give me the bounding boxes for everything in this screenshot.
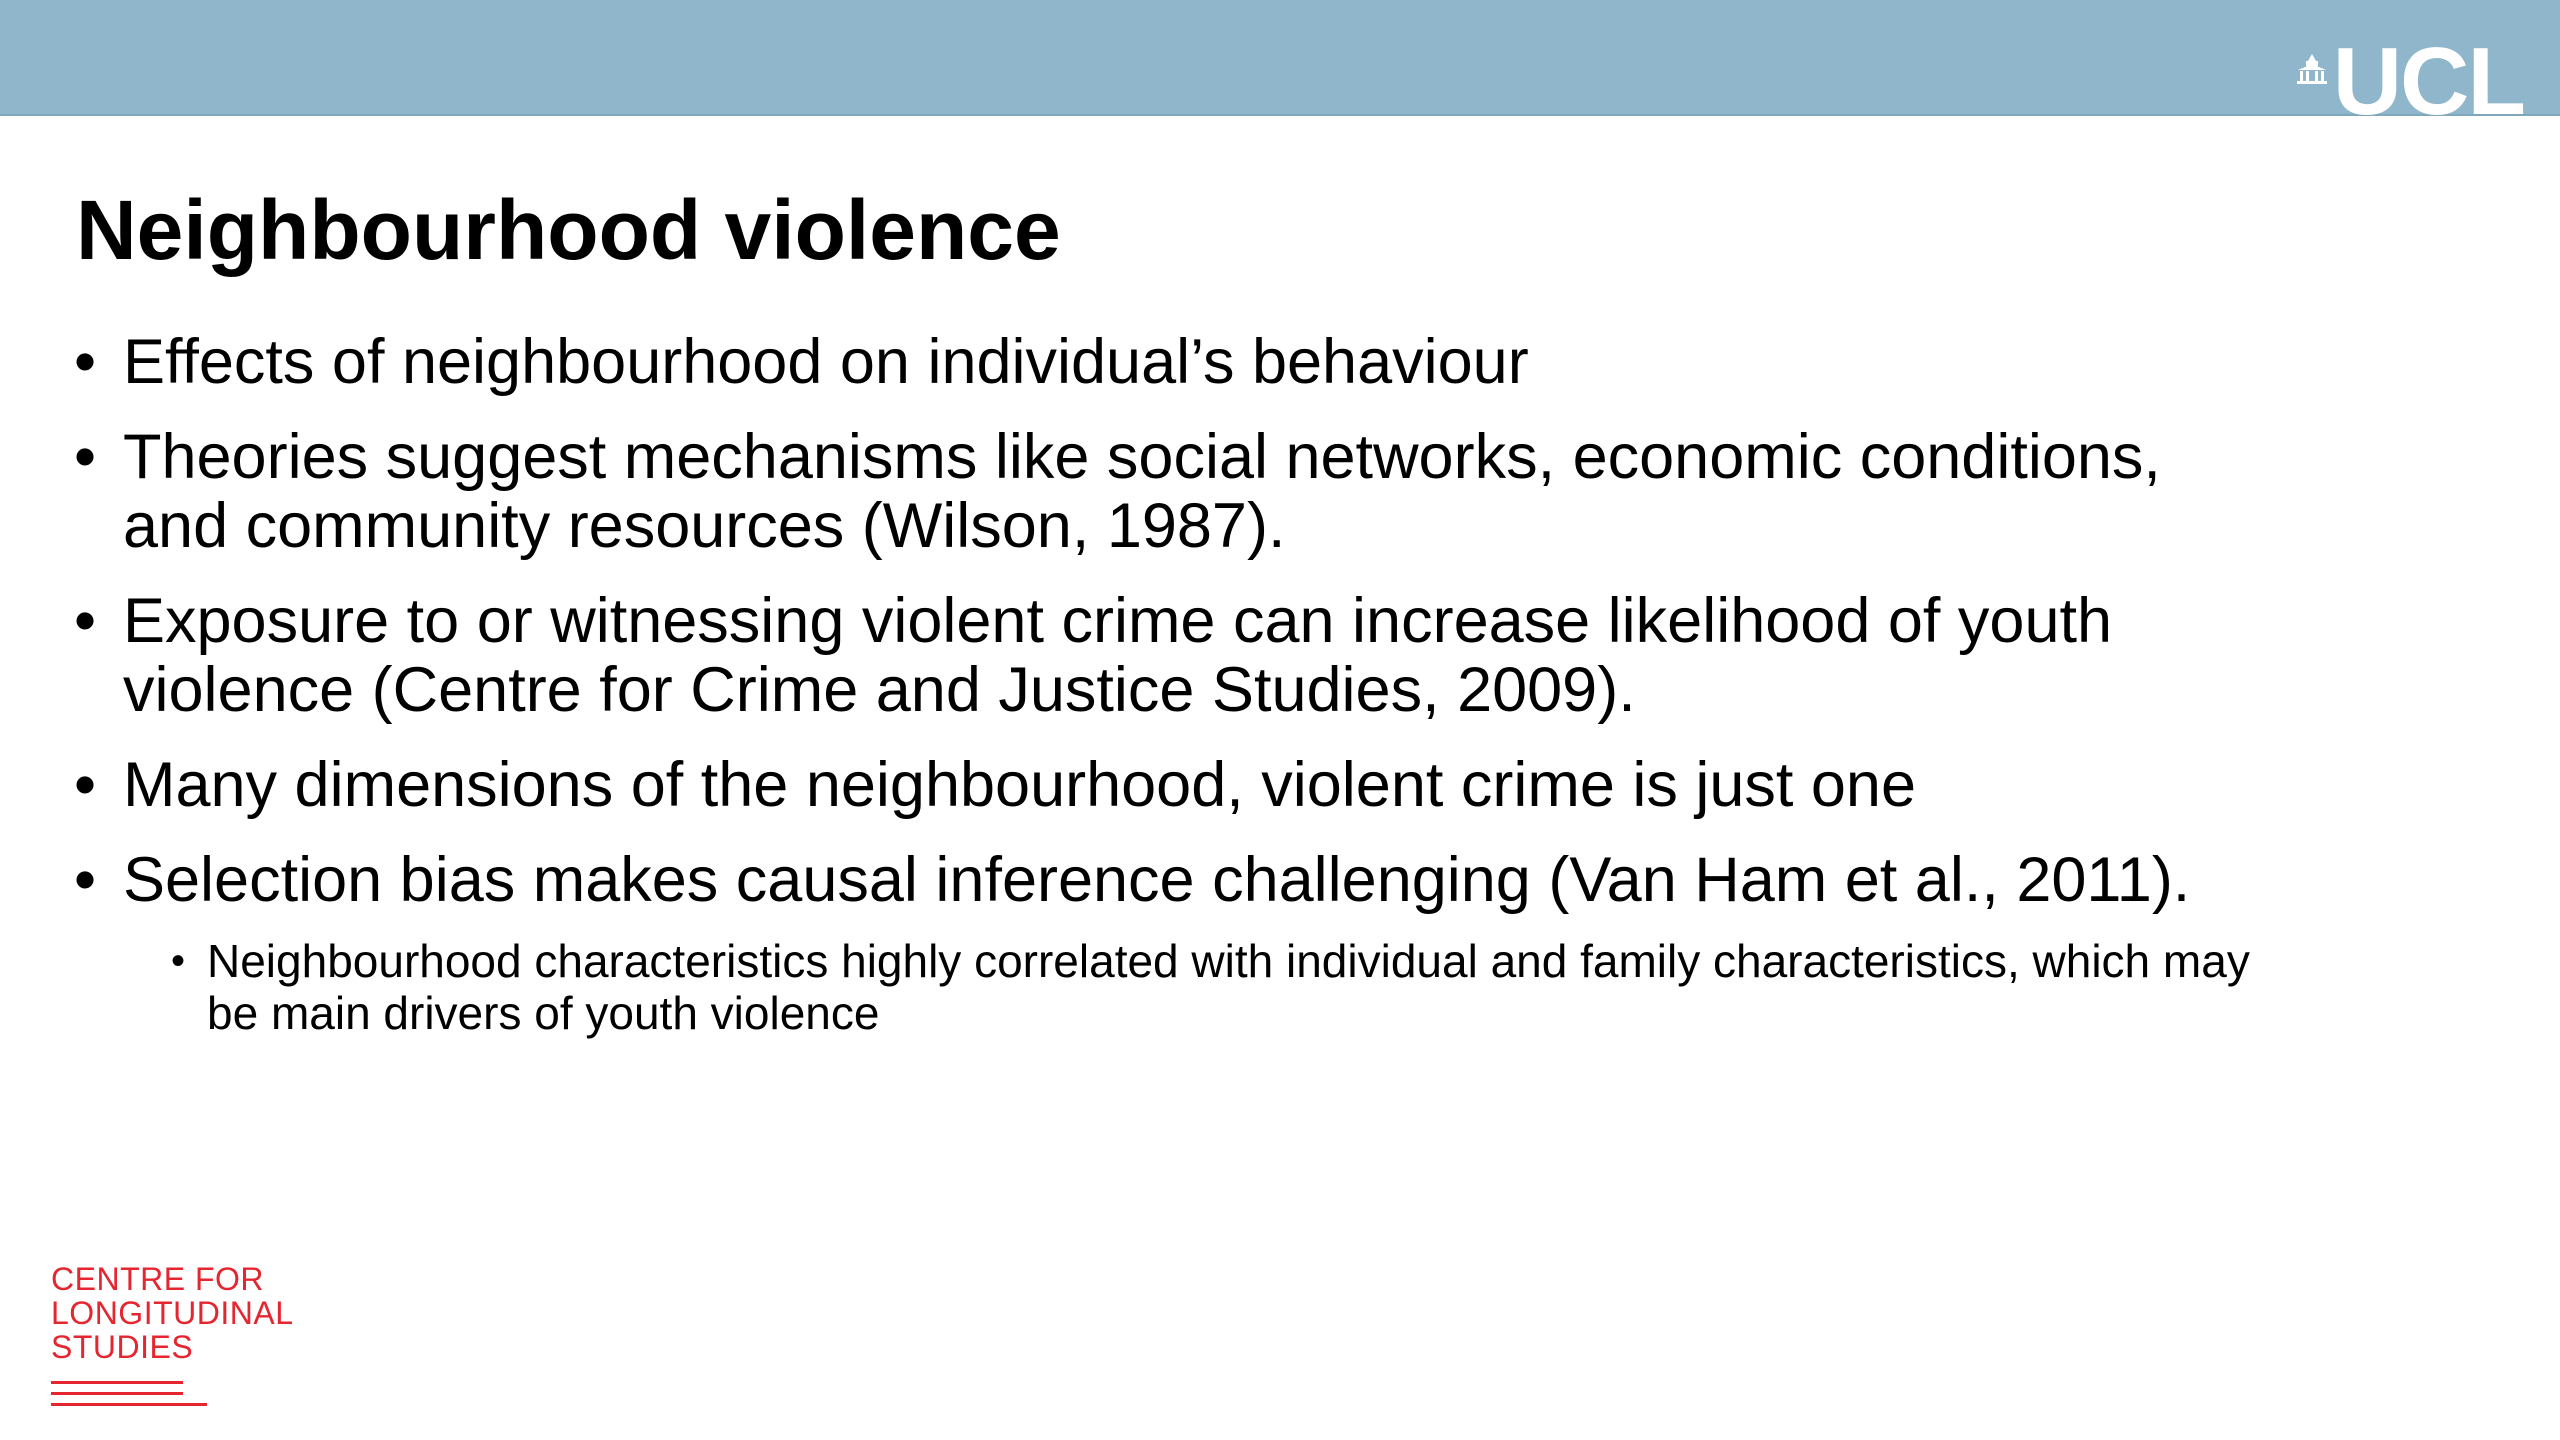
- cls-logo-rule-1: [51, 1381, 183, 1384]
- bullet-marker: •: [74, 750, 97, 820]
- sub-bullet-item: [171, 935, 2256, 1039]
- centre-for-longitudinal-studies-logo: [51, 1262, 311, 1422]
- sub-bullet-marker: •: [171, 939, 186, 983]
- ucl-logo-text: UCL: [2332, 40, 2524, 124]
- sub-bullet-text: Neighbourhood characteristics highly correlated with individual and family characteristics, which may be main drivers of youth violence: [207, 935, 2250, 1039]
- cls-logo-line-2: LONGITUDINAL: [51, 1295, 294, 1331]
- bullet-marker: •: [74, 586, 97, 656]
- bullet-text: Selection bias makes causal inference challenging (Van Ham et al., 2011).: [123, 845, 2191, 915]
- bullet-item: [76, 587, 2256, 725]
- bullet-item: [76, 846, 2256, 1039]
- bullet-item: [76, 328, 2256, 397]
- slide-title: Neighbourhood violence: [76, 183, 1061, 277]
- cls-logo-line-3: STUDIES: [51, 1329, 194, 1365]
- cls-logo-rule-3: [51, 1403, 207, 1406]
- cls-logo-rule-2: [51, 1392, 183, 1395]
- bullet-marker: •: [74, 327, 97, 397]
- cls-logo-line-1: CENTRE FOR: [51, 1261, 264, 1297]
- bullet-item: [76, 423, 2256, 561]
- bullet-text: Many dimensions of the neighbourhood, violent crime is just one: [123, 750, 1917, 820]
- bullet-list: [76, 328, 2256, 1065]
- ucl-portico-icon: [2295, 52, 2329, 86]
- bullet-item: [76, 751, 2256, 820]
- header-bar: [0, 0, 2560, 124]
- sub-bullet-list: [123, 935, 2256, 1039]
- bullet-marker: •: [74, 845, 97, 915]
- ucl-logo: [2295, 40, 2524, 124]
- bullet-marker: •: [74, 422, 97, 492]
- bullet-text: Theories suggest mechanisms like social networks, economic conditions, and community resources (Wilson, 1987).: [123, 422, 2161, 561]
- bullet-text: Effects of neighbourhood on individual’s behaviour: [123, 327, 1529, 397]
- bullet-text: Exposure to or witnessing violent crime can increase likelihood of youth violence (Centre for Crime and Justice Studies, 2009).: [123, 586, 2113, 725]
